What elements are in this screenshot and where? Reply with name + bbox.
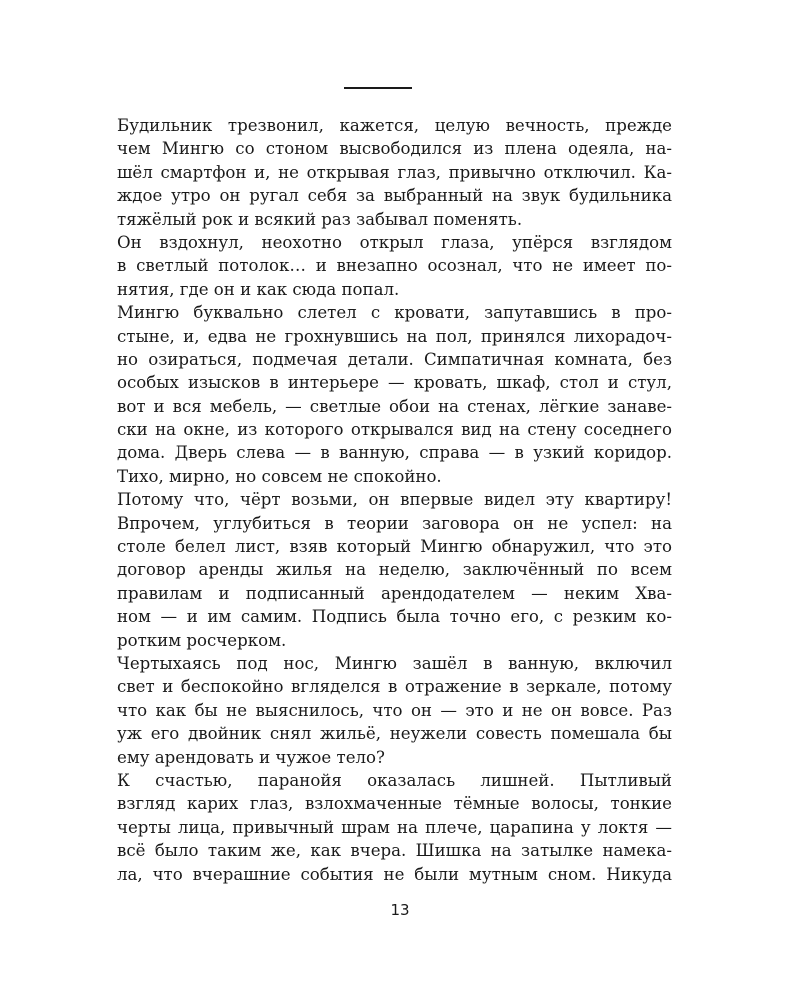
text-line: Потому что, чёрт возьми, он впервые видел эту квартиру! <box>117 490 672 510</box>
text-line: ски на окне, из которого открывался вид на стену соседнего <box>117 420 672 440</box>
text-line: всё было таким же, как вчера. Шишка на затылке намека- <box>117 841 672 861</box>
text-line: ему арендовать и чужое тело? <box>117 747 385 767</box>
text-line: дома. Дверь слева — в ванную, справа — в узкий коридор. <box>117 443 672 463</box>
text-line: вот и вся мебель, — светлые обои на стенах, лёгкие занаве- <box>117 396 672 416</box>
text-line: К счастью, паранойя оказалась лишней. Пытливый <box>117 770 672 790</box>
text-line: ротким росчерком. <box>117 630 287 650</box>
body-text <box>117 114 672 886</box>
text-line: ждое утро он ругал себя за выбранный на звук будильника <box>117 186 672 206</box>
text-line: Он вздохнул, неохотно открыл глаза, упёрся взглядом <box>117 232 672 252</box>
text-line: но озираться, подмечая детали. Симпатичная комната, без <box>117 349 672 369</box>
text-line: правилам и подписанный арендодателем — неким Хва- <box>117 583 672 603</box>
text-line: шёл смартфон и, не открывая глаз, привычно отключил. Ка- <box>117 162 672 182</box>
text-line: что как бы не выяснилось, что он — это и не он вовсе. Раз <box>117 700 672 720</box>
text-line: уж его двойник снял жильё, неужели совесть помешала бы <box>117 724 672 744</box>
text-line: столе белел лист, взяв который Мингю обнаружил, что это <box>117 537 672 557</box>
text-line: свет и беспокойно вгляделся в отражение в зеркале, потому <box>117 677 672 697</box>
text-line: договор аренды жилья на неделю, заключённый по всем <box>117 560 672 580</box>
section-divider <box>344 87 412 89</box>
text-line: Впрочем, углубиться в теории заговора он не успел: на <box>117 513 672 533</box>
text-line: Тихо, мирно, но совсем не спокойно. <box>117 466 442 486</box>
page-number: 13 <box>390 901 410 919</box>
text-line: тяжёлый рок и всякий раз забывал поменять. <box>117 209 523 229</box>
text-line: чем Мингю со стоном высвободился из плена одеяла, на- <box>117 139 672 159</box>
text-line: черты лица, привычный шрам на плече, царапина у локтя — <box>117 817 672 837</box>
text-line: в светлый потолок… и внезапно осознал, что не имеет по- <box>117 256 672 276</box>
text-line: стыне, и, едва не грохнувшись на пол, принялся лихорадоч- <box>117 326 672 346</box>
text-line: особых изысков в интерьере — кровать, шкаф, стол и стул, <box>117 373 672 393</box>
text-line: Мингю буквально слетел с кровати, запутавшись в про- <box>117 303 672 323</box>
text-line: ном — и им самим. Подпись была точно его, с резким ко- <box>117 607 672 627</box>
text-line: ла, что вчерашние события не были мутным сном. Никуда <box>117 864 672 884</box>
text-line: Будильник трезвонил, кажется, целую вечность, прежде <box>117 116 672 135</box>
text-line: взгляд карих глаз, взлохмаченные тёмные волосы, тонкие <box>117 794 672 814</box>
text-line: Чертыхаясь под нос, Мингю зашёл в ванную, включил <box>117 653 672 673</box>
text-line: нятия, где он и как сюда попал. <box>117 279 400 299</box>
